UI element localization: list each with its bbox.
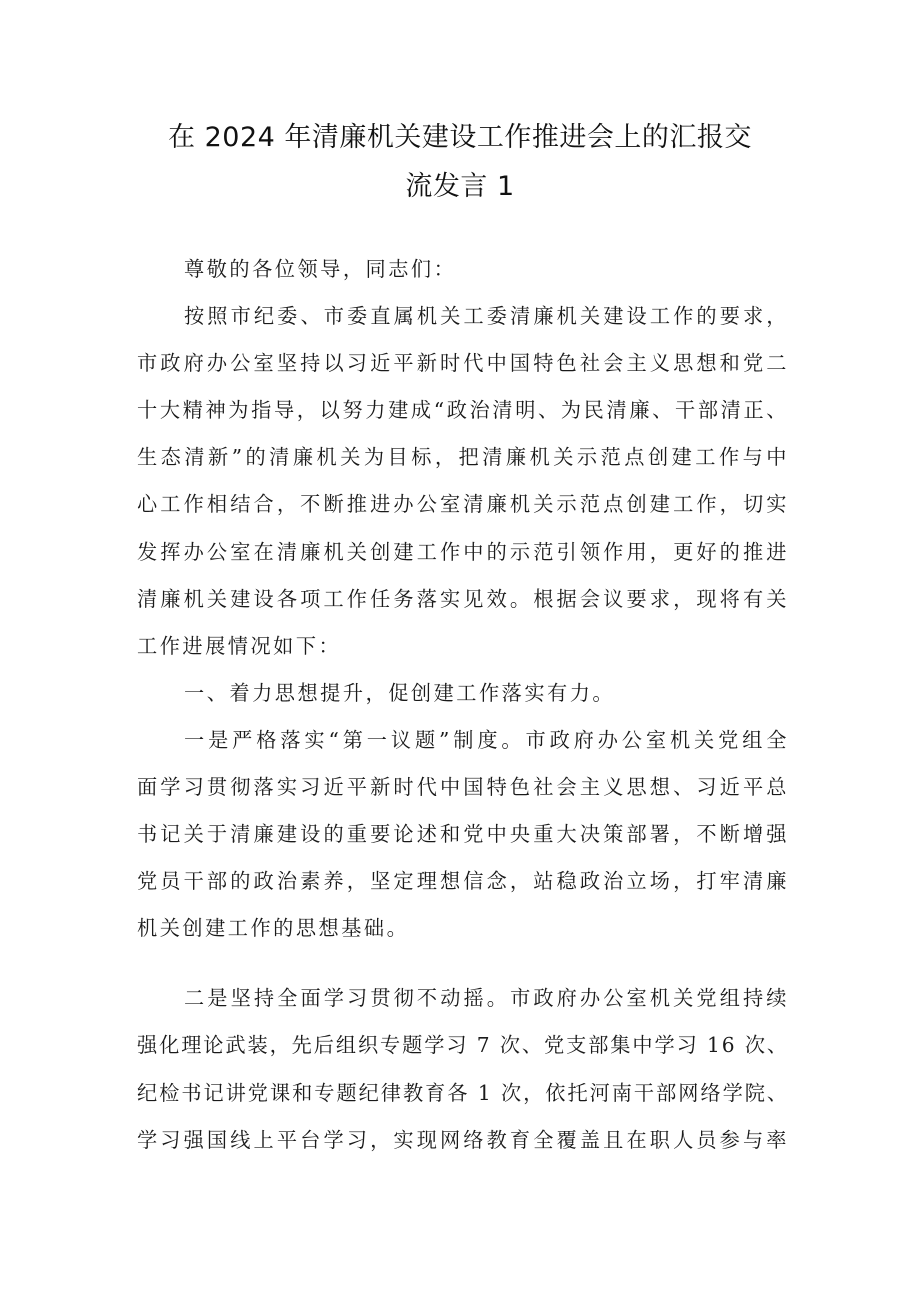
paragraph-line: 一是严格落实“第一议题”制度。市政府办公室机关党组全 xyxy=(184,728,789,752)
paragraph-line: 按照市纪委、市委直属机关工委清廉机关建设工作的要求， xyxy=(184,304,789,328)
paragraph-line: 党员干部的政治素养，坚定理想信念，站稳政治立场，打牢清廉 xyxy=(137,869,789,893)
paragraph-line: 发挥办公室在清廉机关创建工作中的示范引领作用，更好的推进 xyxy=(137,540,789,564)
paragraph-line: 十大精神为指导，以努力建成“政治清明、为民清廉、干部清正、 xyxy=(137,398,789,422)
paragraph-line: 机关创建工作的思想基础。 xyxy=(137,916,410,940)
paragraph-line: 清廉机关建设各项工作任务落实见效。根据会议要求，现将有关 xyxy=(137,587,789,611)
paragraph-line: 二是坚持全面学习贯彻不动摇。市政府办公室机关党组持续 xyxy=(184,986,789,1010)
document-title-line-1: 在 2024 年清廉机关建设工作推进会上的汇报交 xyxy=(168,122,752,153)
paragraph-line: 书记关于清廉建设的重要论述和党中央重大决策部署，不断增强 xyxy=(137,822,789,846)
paragraph-line: 工作进展情况如下： xyxy=(137,634,342,658)
document-title-line-2: 流发言 1 xyxy=(405,171,515,202)
paragraph-line: 学习强国线上平台学习，实现网络教育全覆盖且在职人员参与率 xyxy=(137,1128,789,1152)
paragraph-line: 生态清新”的清廉机关为目标，把清廉机关示范点创建工作与中 xyxy=(137,445,789,469)
salutation: 尊敬的各位领导，同志们： xyxy=(184,257,457,281)
paragraph-line: 心工作相结合，不断推进办公室清廉机关示范点创建工作，切实 xyxy=(137,492,789,516)
paragraph-line: 强化理论武装，先后组织专题学习 7 次、党支部集中学习 16 次、 xyxy=(137,1033,789,1057)
section-heading: 一、着力思想提升，促创建工作落实有力。 xyxy=(184,681,616,705)
paragraph-line: 面学习贯彻落实习近平新时代中国特色社会主义思想、习近平总 xyxy=(137,775,789,799)
paragraph-line: 纪检书记讲党课和专题纪律教育各 1 次，依托河南干部网络学院、 xyxy=(137,1081,789,1105)
paragraph-line: 市政府办公室坚持以习近平新时代中国特色社会主义思想和党二 xyxy=(137,351,789,375)
